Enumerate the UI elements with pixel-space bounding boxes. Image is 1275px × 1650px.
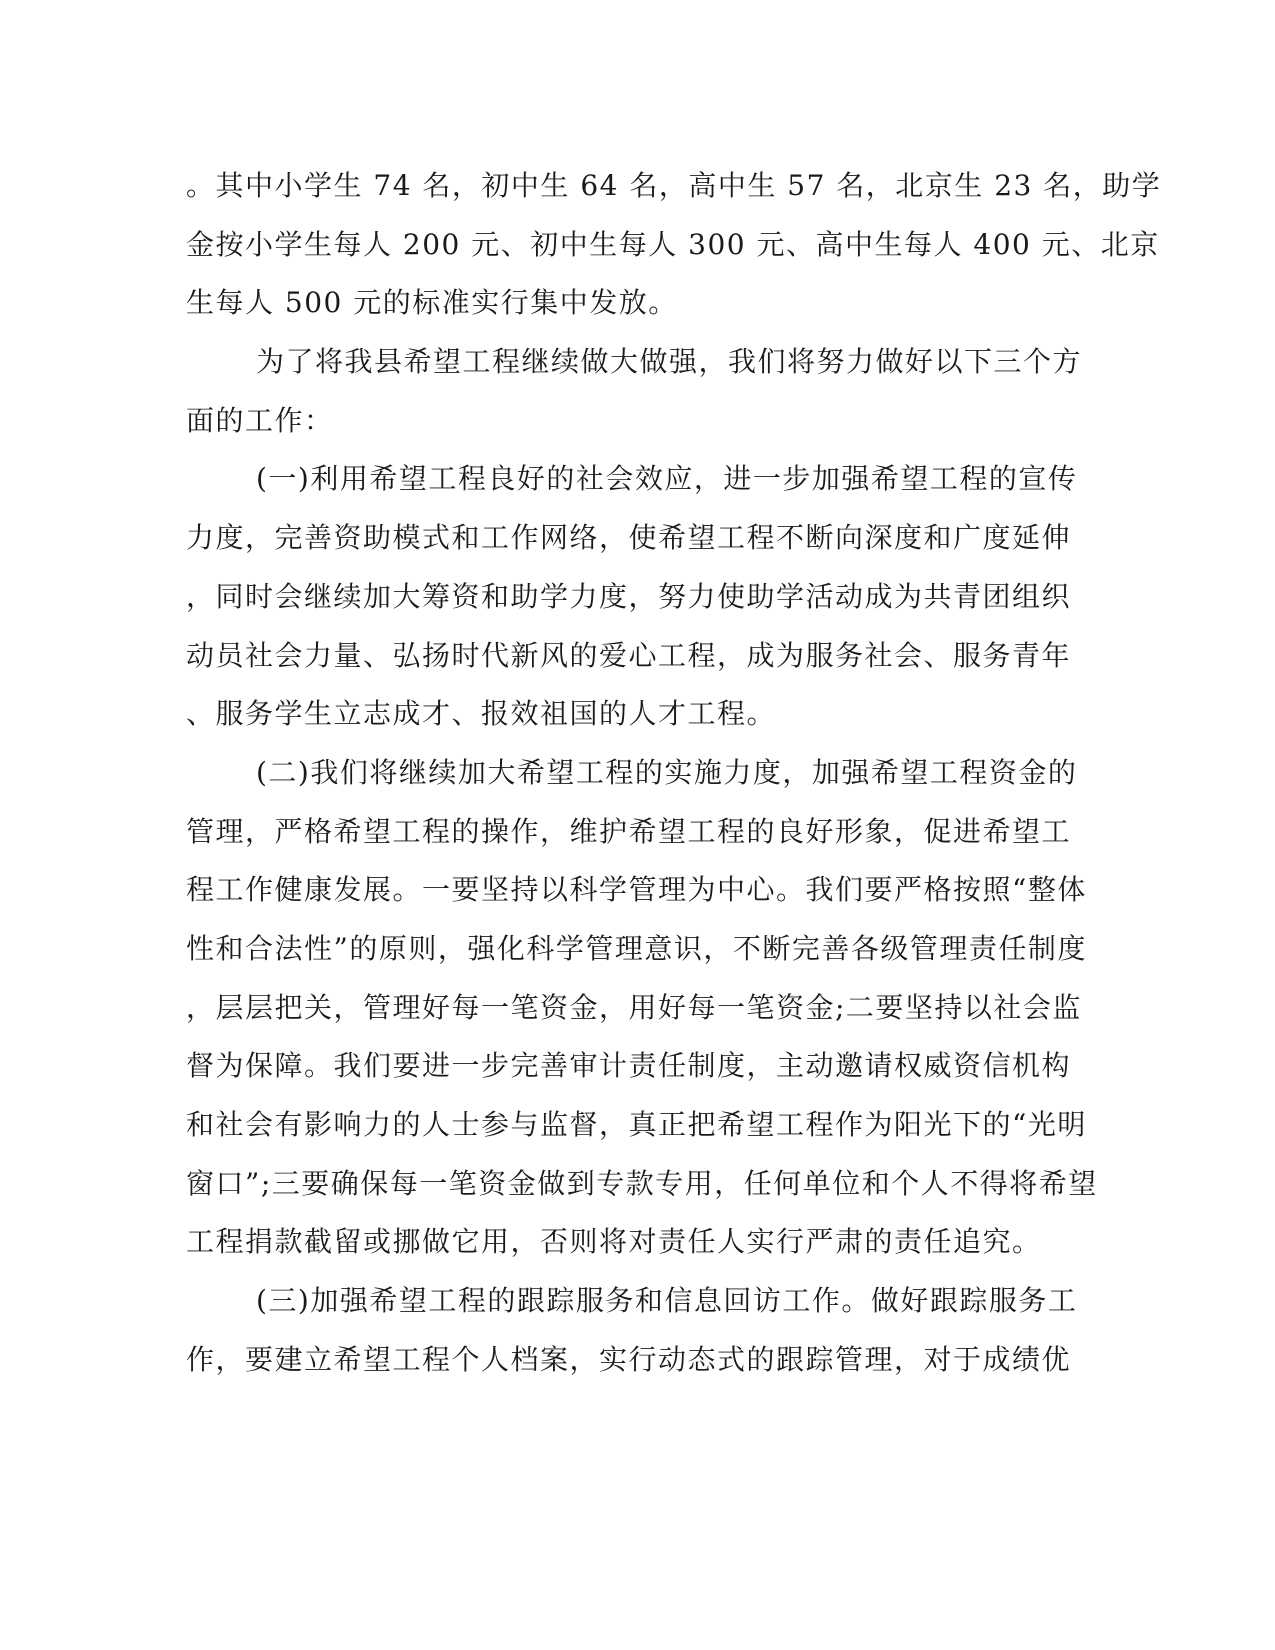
paragraph-start-line: (一)利用希望工程良好的社会效应，进一步加强希望工程的宣传 [256, 462, 1078, 496]
text-line: 金按小学生每人 200 元、初中生每人 300 元、高中生每人 400 元、北京 [186, 227, 1160, 261]
text-line: ，同时会继续加大筹资和助学力度，努力使助学活动成为共青团组织 [186, 579, 1072, 613]
text-line: 性和合法性”的原则，强化科学管理意识，不断完善各级管理责任制度 [186, 931, 1087, 965]
text-line: 工程捐款截留或挪做它用，否则将对责任人实行严肃的责任追究。 [186, 1225, 1042, 1259]
paragraph-start-line: 为了将我县希望工程继续做大做强，我们将努力做好以下三个方 [256, 345, 1083, 379]
text-line: 动员社会力量、弘扬时代新风的爱心工程，成为服务社会、服务青年 [186, 638, 1072, 672]
text-line: ，层层把关，管理好每一笔资金，用好每一笔资金;二要坚持以社会监 [186, 990, 1082, 1024]
text-line: 窗口”;三要确保每一笔资金做到专款专用，任何单位和个人不得将希望 [186, 1166, 1098, 1200]
paragraph-start-line: (二)我们将继续加大希望工程的实施力度，加强希望工程资金的 [256, 755, 1078, 789]
text-line: 、服务学生立志成才、报效祖国的人才工程。 [186, 697, 777, 731]
text-line: 和社会有影响力的人士参与监督，真正把希望工程作为阳光下的“光明 [186, 1108, 1087, 1141]
text-line: 。其中小学生 74 名，初中生 64 名，高中生 57 名，北京生 23 名，助学 [186, 169, 1162, 202]
text-line: 作，要建立希望工程个人档案，实行动态式的跟踪管理，对于成绩优 [186, 1342, 1072, 1376]
text-line: 力度，完善资助模式和工作网络，使希望工程不断向深度和广度延伸 [186, 521, 1072, 555]
text-line: 程工作健康发展。一要坚持以科学管理为中心。我们要严格按照“整体 [186, 873, 1087, 907]
text-line: 面的工作： [186, 403, 334, 437]
text-line: 督为保障。我们要进一步完善审计责任制度，主动邀请权威资信机构 [186, 1049, 1072, 1083]
body-text [186, 157, 1162, 1389]
text-line: 生每人 500 元的标准实行集中发放。 [186, 286, 678, 320]
text-line: 管理，严格希望工程的操作，维护希望工程的良好形象，促进希望工 [186, 814, 1072, 848]
paragraph-start-line: (三)加强希望工程的跟踪服务和信息回访工作。做好跟踪服务工 [256, 1284, 1078, 1318]
